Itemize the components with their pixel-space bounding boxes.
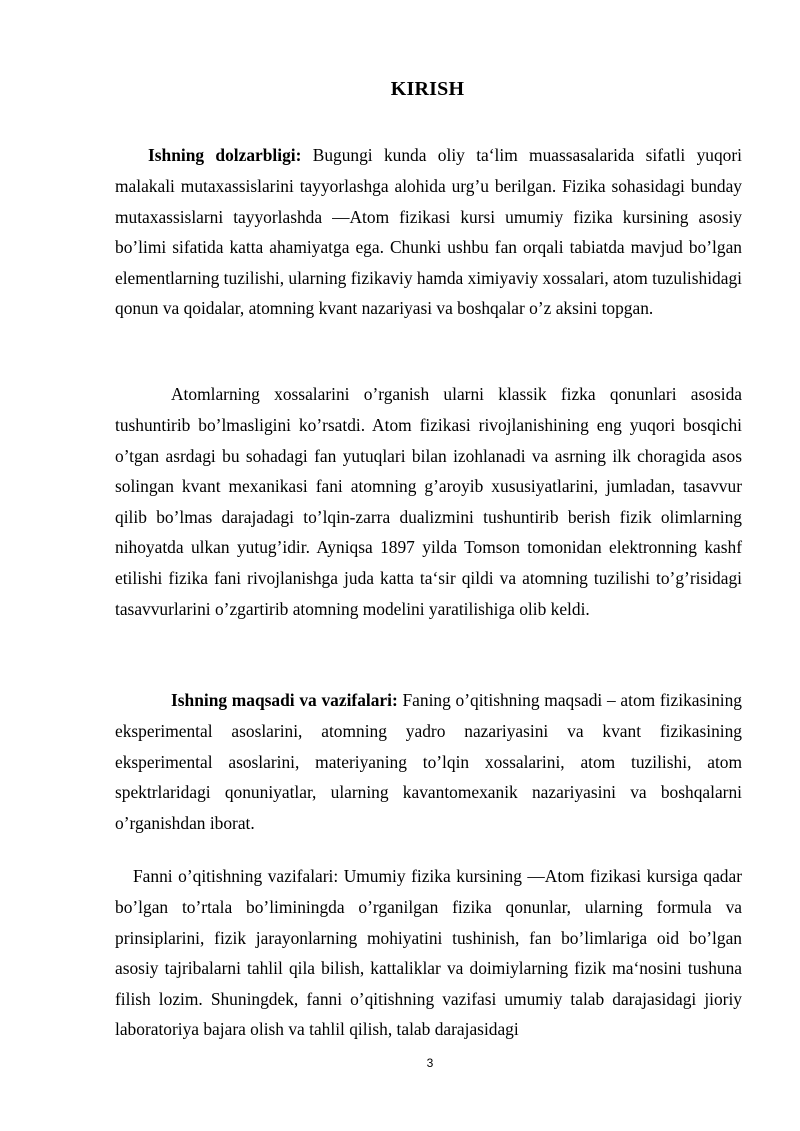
page-number: 3: [426, 1056, 434, 1070]
paragraph-text: Fanni o’qitishning vazifalari: Umumiy fizika kursining ―Atom fizikasi kursiga qadar bo’lgan to’rtala bo’liminingda o’rganilgan fizika qonunlar, ularning formula va prinsiplarini, fizik jarayonlarning mohiyatini tushinish, fan bo’limlariga oid bo’lgan asosiy tajribalarni tahlil qila bilish, kattaliklar va doimiylarning fizik ma‘nosini tushuna filish lozim. Shuningdek, fanni o’qitishning vazifasi umumiy talab darajasidagi jioriy laboratoriya bajara olish va tahlil qilish, talab darajasidagi: [115, 866, 742, 1040]
paragraph-goals: [115, 685, 742, 838]
paragraph-relevance: [115, 140, 742, 324]
paragraph-lead: Ishning maqsadi va vazifalari:: [171, 690, 398, 711]
paragraph-text: Atomlarning xossalarini o’rganish ularni klassik fizka qonunlari asosida tushuntirib bo’lmasligini ko’rsatdi. Atom fizikasi rivojlanishining eng yuqori bosqichi o’tgan asrdagi bu sohadagi fan yutuqlari bilan izohlanadi va asrning ilk choragida asos solingan kvant mexanikasi fani atomning g’aroyib xususiyatlarini, jumladan, tasavvur qilib bo’lmas darajadagi to’lqin-zarra dualizmini tushuntirib berish fizik olimlarning nihoyatda ulkan yutug’idir. Ayniqsa 1897 yilda Tomson tomonidan elektronning kashf etilishi fizika fani rivojlanishga juda katta ta‘sir qildi va atomning tuzilishi to’g’risidagi tasavvurlarini o’zgartirib atomning modelini yaratilishiga olib keldi.: [115, 384, 742, 619]
paragraph-tasks: [115, 861, 742, 1045]
paragraph-atoms: [115, 379, 742, 624]
paragraph-lead: Ishning dolzarbligi:: [148, 145, 302, 166]
paragraph-text: Bugungi kunda oliy ta‘lim muassasalarida sifatli yuqori malakali mutaxassislarini tayyorlashga alohida urg’u berilgan. Fizika sohasidagi bunday mutaxassislarni tayyorlashda ―Atom fizikasi kursi umumiy fizika kursining asosiy bo’limi sifatida katta ahamiyatga ega. Chunki ushbu fan orqali tabiatda mavjud bo’lgan elementlarning tuzilishi, ularning fizikaviy hamda ximiyaviy xossalari, atom tuzulishidagi qonun va qoidalar, atomning kvant nazariyasi va boshqalar o’z aksini topgan.: [115, 145, 742, 319]
paragraph-text: Faning o’qitishning maqsadi – atom fizikasining eksperimental asoslarini, atomning yadro nazariyasini va kvant fizikasining eksperimental asoslarini, materiyaning to’lqin xossalarini, atom tuzilishi, atom spektrlaridagi qonuniyatlar, ularning kavantomexanik nazariyasini va boshqalarni o’rganishdan iborat.: [115, 690, 742, 833]
page-title: KIRISH: [390, 78, 465, 100]
